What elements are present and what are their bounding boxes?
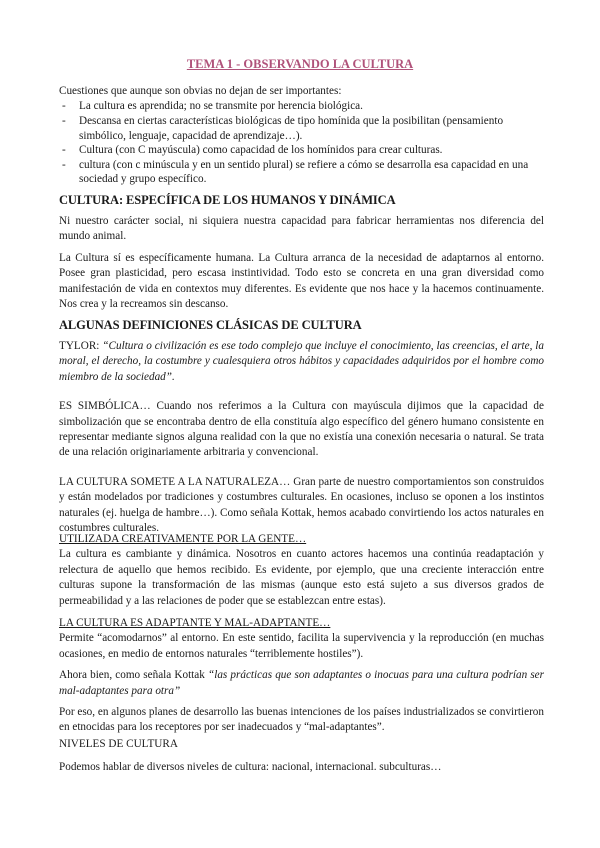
section-heading: CULTURA: ESPECÍFICA DE LOS HUMANOS Y DINÁMICA [59,193,396,207]
paragraph: Podemos hablar de diversos niveles de cultura: nacional, internacional. subculturas… [59,761,442,774]
paragraph: La cultura es cambiante y dinámica. Nosotros en cuanto actores hacemos una continúa readaptación y relectura de aquello que hemos recibido. Es evidente, por ejemplo, que una creciente interacción entre culturas supone la transformación de las mismas (aunque esto está sujeto a sus diversos grados de permeabilidad y a las relaciones de poder que se establezcan entre estas). [59,548,544,607]
list-item: - cultura (con c minúscula y en un sentido plural) se refiere a cómo se desarrolla esa capacidad en una sociedad y grupo específico. [59,158,544,187]
tylor-definition [59,339,544,385]
list-item: - La cultura es aprendida; no se transmite por herencia biológica. [59,99,544,114]
section-heading: ALGUNAS DEFINICIONES CLÁSICAS DE CULTURA [59,318,362,332]
kottak-paragraph [59,668,544,699]
intro-lead: Cuestiones que aunque son obvias no dejan de ser importantes: [59,85,342,97]
tylor-label: TYLOR: [59,340,100,352]
section-niveles [59,737,544,776]
list-item: - Cultura (con C mayúscula) como capacidad de los homínidos para crear culturas. [59,143,544,158]
paragraph: Ni nuestro carácter social, ni siquiera nuestra capacidad para fabricar herramientas nos diferencia del mundo animal. [59,215,544,243]
kottak-quote: “las prácticas que son adaptantes o inocuas para una cultura podrían ser mal-adaptantes para otra” [59,669,544,697]
kottak-lead: Ahora bien, como señala Kottak [59,669,205,682]
paragraph: Permite “acomodarnos” al entorno. En este sentido, facilita la supervivencia y la reproducción (en muchas ocasiones, en medio de entornos naturales “terriblemente hostiles”). [59,632,544,660]
page-title: TEMA 1 - OBSERVANDO LA CULTURA [186,57,414,71]
section-heading: NIVELES DE CULTURA [59,738,178,750]
paragraph-somete: LA CULTURA SOMETE A LA NATURALEZA… Gran parte de nuestro comportamientos son construidos y están modelados por tradiciones y costumbres culturales. En ocasiones, incluso se oponen a los instintos naturales (ej. huelga de hambre…). Como señala Kottak, hemos acabado convirtiendo los actos naturales en costumbres culturales. [59,475,544,535]
paragraph: La Cultura sí es específicamente humana. La Cultura arranca de la necesidad de adaptarnos al entorno. Posee gran plasticidad, pero escasa instintividad. Todo esto se concreta en una gran diversidad como manifestación de vida en contextos muy diferentes. Es evidente que nos hace y la hacemos continuamente. Nos crea y la recreamos sin descanso. [59,251,544,311]
paragraph: Por eso, en algunos planes de desarrollo las buenas intenciones de los países industrializados se convirtieron en etnocidas para los receptores por ser inadecuados y “mal-adaptantes”. [59,706,544,734]
list-item: - Descansa en ciertas características biológicas de tipo homínida que la posibilitan (pensamiento simbólico, lenguaje, capacidad de aprendizaje…). [59,114,544,143]
section-utilizada [59,532,544,609]
section-cultura-especifica [59,193,544,312]
tylor-quote: “Cultura o civilización es ese todo complejo que incluye el conocimiento, las creencias, el arte, la moral, el derecho, la costumbre y cualesquiera otros hábitos y capacidades adquiridos por el hombre como miembro de la sociedad”. [59,340,544,383]
section-heading: LA CULTURA ES ADAPTANTE Y MAL-ADAPTANTE… [59,617,331,629]
section-adaptante [59,616,544,736]
section-definiciones [59,318,544,536]
intro-list [59,99,544,187]
intro-section [59,84,544,187]
section-heading: UTILIZADA CREATIVAMENTE POR LA GENTE… [59,533,307,545]
paragraph-simbolica: ES SIMBÓLICA… Cuando nos referimos a la Cultura con mayúscula dijimos que la capacidad de simbolización que se encontraba dentro de ella constituía algo específico del género humano consistente en representar mediante signos alguna realidad con la que no existía una conexión necesaria o natural. Se trata de una relación originariamente arbitraria y convencional. [59,400,544,459]
